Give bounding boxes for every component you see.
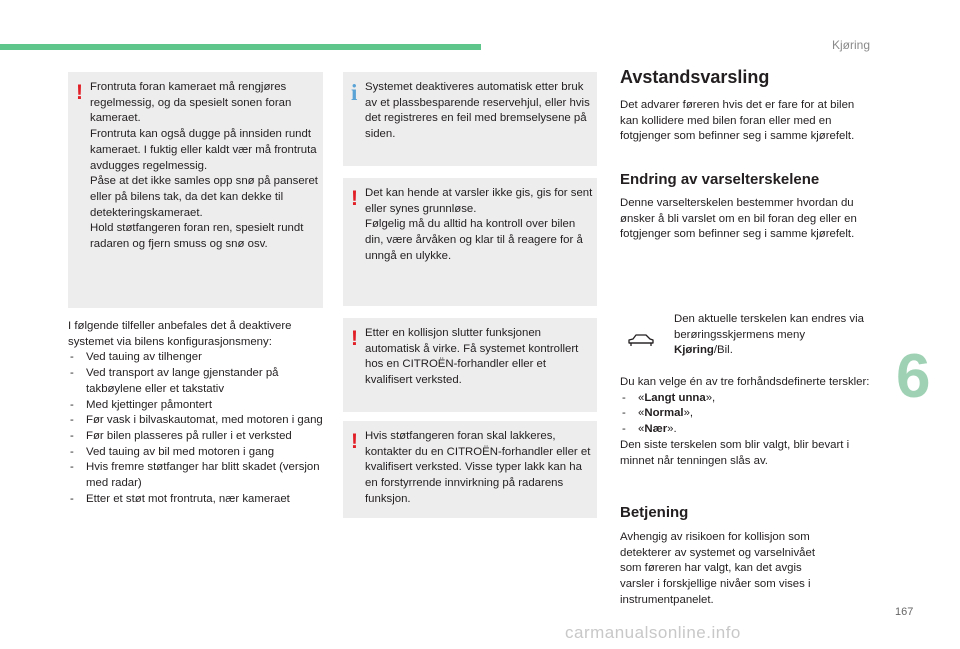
deactivation-list (68, 350, 323, 507)
watermark: carmanualsonline.info (565, 623, 741, 642)
page-title: Avstandsvarsling (620, 67, 770, 87)
deactivation-section (68, 319, 323, 507)
thresholds-paragraph: Denne varselterskelen bestemmer hvordan du ønsker å bli varslet om en bil foran deg eller en fotgjenger som befinner seg i samme kjørefelt. (620, 197, 857, 241)
list-item: - Ved tauing av tilhenger (68, 350, 323, 366)
threshold-memory-text: Den siste terskelen som blir valgt, blir bevart i minnet når tenningen slås av. (620, 438, 850, 467)
warning-box-bumper-paint (343, 421, 597, 518)
exclamation-icon: ! (76, 81, 83, 104)
list-item: - Ved tauing av bil med motoren i gang (68, 445, 323, 461)
section-label: Kjøring (832, 38, 871, 52)
exclamation-icon: ! (351, 327, 358, 350)
section-title-thresholds: Endring av varselterskelene (620, 171, 820, 188)
operation-text (620, 530, 835, 609)
threshold-intro: Du kan velge én av tre forhåndsdefinerte terskler: (620, 376, 870, 388)
operation-paragraph: Avhengig av risikoen for kollisjon som detekterer av systemet og varselnivået som føreren har valgt, kan det avgis varsler i forskjellige nivåer som vises i instrumentpanelet. (620, 531, 815, 606)
car-icon (626, 332, 656, 348)
menu-name: Kjøring (674, 344, 714, 357)
intro-paragraph: Det advarer føreren hvis det er fare for at bilen kan kollidere med bilen foran eller med en fotgjenger som befinner seg i samme kjørefelt. (620, 99, 855, 143)
warning-box-camera (68, 72, 323, 308)
menu-note (674, 312, 864, 359)
section-color-bar (0, 44, 481, 50)
info-icon: i (351, 80, 358, 105)
threshold-item: - «Nær». (620, 422, 878, 438)
warning-line: Det kan hende at varsler ikke gis, gis for sent eller synes grunnløse. (365, 187, 593, 215)
warning-box-collision (343, 318, 597, 412)
threshold-item: - «Langt unna», (620, 391, 878, 407)
exclamation-icon: ! (351, 187, 358, 210)
thresholds-text (620, 196, 878, 243)
warning-line: Påse at det ikke samles opp snø på panseret eller på bilens tak, da det kan dekke til detekteringskameraet. (90, 175, 318, 219)
threshold-list (620, 391, 878, 438)
intro-text (620, 98, 875, 145)
list-item: - Etter et støt mot frontruta, nær kameraet (68, 492, 323, 508)
warning-text: Etter en kollisjon slutter funksjonen automatisk å virke. Få systemet kontrollert hos en CITROËN-forhandler eller et kvalifisert verksted. (365, 327, 579, 387)
warning-line: Frontruta foran kameraet må rengjøres regelmessig, og da spesielt sonen foran kameraet. (90, 81, 292, 125)
warning-box-alerts (343, 178, 597, 306)
warning-text: Hvis støtfangeren foran skal lakkeres, kontakter du en CITROËN-forhandler eller et kvalifisert verksted. Visse typer lakk kan ha en forstyrrende innvirkning på radarens funksjon. (365, 430, 591, 505)
threshold-options (620, 375, 878, 469)
info-text: Systemet deaktiveres automatisk etter bruk av et plassbesparende reservehjul, eller hvis det registreres en feil med bremselysene på siden. (365, 81, 590, 141)
list-item: - Hvis fremre støtfanger har blitt skadet (versjon med radar) (68, 460, 323, 491)
warning-line: Følgelig må du alltid ha kontroll over bilen din, være årvåken og klar til å reagere for å unngå en ulykke. (365, 218, 583, 262)
warning-line: Hold støtfangeren foran ren, spesielt rundt radaren og fjern smuss og snø osv. (90, 222, 304, 251)
section-title-operation: Betjening (620, 504, 689, 521)
warning-line: Frontruta kan også dugge på innsiden rundt kameraet. I fuktig eller kaldt vær må frontruta avdugges regelmessig. (90, 128, 317, 172)
page-number: 167 (895, 606, 914, 618)
exclamation-icon: ! (351, 430, 358, 453)
menu-note-suffix: /Bil. (713, 344, 733, 357)
chapter-number: 6 (896, 342, 931, 411)
list-item: - Ved transport av lange gjenstander på takbøylene eller et takstativ (68, 366, 323, 397)
threshold-item: - «Normal», (620, 406, 878, 422)
list-item: - Før bilen plasseres på ruller i et verksted (68, 429, 323, 445)
menu-note-text: Den aktuelle terskelen kan endres via berøringsskjermens meny (674, 313, 864, 341)
info-box-spare-wheel (343, 72, 597, 166)
deactivation-intro: I følgende tilfeller anbefales det å deaktivere systemet via bilens konfigurasjonsmeny: (68, 320, 292, 348)
list-item: - Med kjettinger påmontert (68, 398, 323, 414)
list-item: - Før vask i bilvaskautomat, med motoren i gang (68, 413, 323, 429)
